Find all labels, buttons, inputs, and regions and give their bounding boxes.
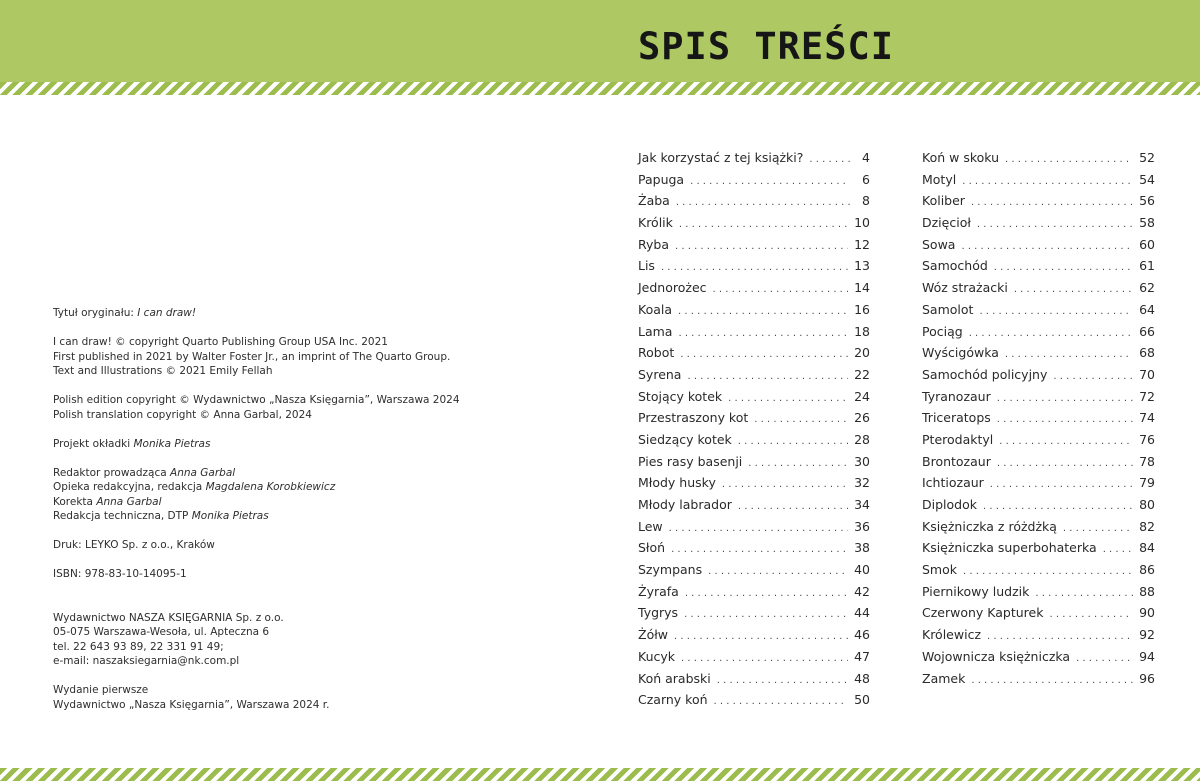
- toc-entry: [638, 562, 870, 584]
- toc-entry-page: 56: [1139, 193, 1155, 209]
- toc-entry-page: 48: [854, 670, 870, 686]
- toc-entry: [922, 237, 1155, 259]
- toc-entry-title: Zamek: [922, 670, 966, 686]
- toc-dot-leader: [1005, 349, 1133, 360]
- toc-entry: [922, 605, 1155, 627]
- toc-entry-title: Czerwony Kapturek: [922, 605, 1044, 621]
- toc-dot-leader: [738, 501, 848, 512]
- toc-entry: [922, 627, 1155, 649]
- toc-entry: [638, 410, 870, 432]
- toc-entry-title: Wojownicza księżniczka: [922, 648, 1071, 664]
- toc-dot-leader: [987, 631, 1133, 642]
- toc-entry-page: 96: [1139, 670, 1155, 686]
- toc-entry: [638, 302, 870, 324]
- toc-entry-page: 18: [854, 323, 870, 339]
- toc-entry: [638, 432, 870, 454]
- toc-dot-leader: [728, 393, 848, 404]
- toc-entry: [922, 258, 1155, 280]
- toc-entry-page: 16: [854, 301, 870, 317]
- toc-entry: [922, 280, 1155, 302]
- toc-entry-title: Słoń: [638, 540, 666, 556]
- toc-entry-page: 62: [1139, 280, 1155, 296]
- toc-dot-leader: [674, 631, 848, 642]
- proofreading-line: Korekta Anna Garbal: [53, 495, 162, 508]
- toc-dot-leader: [671, 544, 848, 555]
- toc-entry-title: Królik: [638, 215, 673, 231]
- toc-entry-page: 78: [1139, 453, 1155, 469]
- toc-dot-leader: [679, 219, 848, 230]
- copyright-line: Text and Illustrations © 2021 Emily Fellah: [53, 365, 273, 377]
- toc-dot-leader: [962, 176, 1133, 187]
- toc-entry-title: Samolot: [922, 301, 974, 317]
- toc-entry: [922, 172, 1155, 194]
- toc-dot-leader: [690, 176, 850, 187]
- toc-entry: [922, 150, 1155, 172]
- toc-dot-leader: [963, 566, 1133, 577]
- toc-entry-title: Ichtiozaur: [922, 475, 984, 491]
- toc-entry-title: Koliber: [922, 193, 965, 209]
- toc-entry-title: Żyrafa: [638, 583, 679, 599]
- editor-line: Redaktor prowadząca Anna Garbal: [53, 466, 236, 479]
- toc-column-left: [638, 150, 870, 714]
- toc-entry-page: 70: [1139, 366, 1155, 382]
- toc-dot-leader: [977, 219, 1133, 230]
- toc-entry-page: 10: [854, 215, 870, 231]
- toc-entry-page: 47: [854, 648, 870, 664]
- copyright-line: First published in 2021 by Walter Foster Jr., an imprint of The Quarto Group.: [53, 350, 451, 363]
- toc-dot-leader: [1005, 154, 1133, 165]
- polish-edition-line: Polish edition copyright © Wydawnictwo „Nasza Księgarnia”, Warszawa 2024: [53, 394, 460, 406]
- toc-entry-page: 74: [1139, 410, 1155, 426]
- toc-entry-title: Papuga: [638, 171, 685, 187]
- toc-entry-title: Samochód policyjny: [922, 366, 1048, 382]
- toc-entry: [638, 649, 870, 671]
- toc-dot-leader: [1076, 653, 1133, 664]
- toc-entry-title: Przestraszony kot: [638, 410, 749, 426]
- toc-entry: [638, 454, 870, 476]
- toc-entry: [638, 150, 870, 172]
- toc-entry-title: Pies rasy basenji: [638, 453, 743, 469]
- edition-line: Wydanie pierwsze: [53, 684, 149, 696]
- toc-entry: [922, 432, 1155, 454]
- toc-entry-title: Dzięcioł: [922, 215, 971, 231]
- toc-dot-leader: [717, 675, 848, 686]
- toc-dot-leader: [971, 675, 1133, 686]
- publisher-line: tel. 22 643 93 89, 22 331 91 49;: [53, 640, 224, 653]
- toc-entry-page: 34: [854, 497, 870, 512]
- toc-entry-page: 50: [854, 692, 870, 708]
- toc-dot-leader: [1053, 371, 1133, 382]
- toc-entry: [638, 258, 870, 280]
- toc-entry-page: 94: [1139, 648, 1155, 664]
- toc-dot-leader: [687, 371, 848, 382]
- header-stripe-border: [0, 82, 1200, 95]
- toc-entry: [638, 367, 870, 389]
- toc-entry: [638, 193, 870, 215]
- toc-entry-page: 8: [862, 193, 870, 209]
- toc-dot-leader: [669, 523, 848, 534]
- toc-entry-page: 92: [1139, 627, 1155, 643]
- toc-dot-leader: [983, 501, 1133, 512]
- copyright-line: I can draw! © copyright Quarto Publishing Group USA Inc. 2021: [53, 336, 388, 348]
- toc-entry: [922, 454, 1155, 476]
- toc-dot-leader: [722, 479, 848, 490]
- toc-entry: [638, 497, 870, 519]
- toc-entry: [922, 410, 1155, 432]
- toc-entry: [638, 692, 870, 714]
- toc-entry: [922, 671, 1155, 693]
- toc-entry-page: 4: [862, 150, 870, 165]
- toc-dot-leader: [738, 436, 848, 447]
- toc-dot-leader: [969, 328, 1133, 339]
- page-title: SPIS TREŚCI: [638, 25, 895, 68]
- toc-column-right: [922, 150, 1155, 692]
- toc-entry-title: Lew: [638, 518, 663, 534]
- toc-dot-leader: [961, 241, 1133, 252]
- technical-editing-line: Redakcja techniczna, DTP Monika Pietras: [53, 510, 269, 522]
- toc-dot-leader: [713, 284, 849, 295]
- toc-entry-page: 82: [1139, 518, 1155, 534]
- toc-dot-leader: [1049, 609, 1133, 620]
- toc-entry-page: 28: [854, 431, 870, 447]
- toc-entry-title: Syrena: [638, 366, 682, 382]
- toc-entry-page: 22: [854, 366, 870, 382]
- toc-entry-page: 58: [1139, 215, 1155, 231]
- toc-entry-page: 30: [854, 453, 870, 469]
- toc-dot-leader: [1063, 523, 1133, 534]
- toc-dot-leader: [676, 197, 850, 208]
- toc-entry-title: Żaba: [638, 193, 670, 209]
- toc-dot-leader: [684, 609, 848, 620]
- polish-translation-line: Polish translation copyright © Anna Garbal, 2024: [53, 408, 312, 421]
- toc-entry-title: Stojący kotek: [638, 388, 723, 404]
- toc-dot-leader: [979, 306, 1133, 317]
- toc-entry-page: 32: [854, 475, 870, 491]
- toc-entry: [638, 389, 870, 411]
- toc-entry-page: 42: [854, 583, 870, 599]
- cover-design-line: Projekt okładki Monika Pietras: [53, 437, 211, 450]
- toc-entry-page: 61: [1139, 258, 1155, 274]
- toc-entry-title: Wyścigówka: [922, 345, 999, 361]
- toc-entry-page: 44: [854, 605, 870, 621]
- toc-entry-title: Smok: [922, 562, 957, 578]
- toc-dot-leader: [678, 306, 848, 317]
- toc-entry: [922, 584, 1155, 606]
- toc-dot-leader: [994, 262, 1133, 273]
- toc-entry: [922, 389, 1155, 411]
- toc-entry: [922, 324, 1155, 346]
- toc-entry-page: 13: [854, 258, 870, 274]
- toc-entry-title: Jednorożec: [638, 280, 707, 296]
- toc-entry-title: Młody husky: [638, 475, 716, 491]
- isbn-line: ISBN: 978-83-10-14095-1: [53, 568, 187, 580]
- toc-entry-title: Pociąg: [922, 323, 963, 339]
- toc-dot-leader: [708, 566, 848, 577]
- toc-entry-page: 66: [1139, 323, 1155, 339]
- toc-entry-page: 76: [1139, 431, 1155, 447]
- toc-entry: [922, 649, 1155, 671]
- original-title-line: Tytuł oryginału: I can draw!: [53, 307, 197, 319]
- toc-dot-leader: [999, 436, 1133, 447]
- toc-entry: [638, 475, 870, 497]
- toc-entry-page: 46: [854, 627, 870, 643]
- toc-entry-page: 12: [854, 236, 870, 252]
- toc-dot-leader: [748, 458, 848, 469]
- toc-entry-page: 86: [1139, 562, 1155, 578]
- toc-entry-title: Tyranozaur: [922, 388, 991, 404]
- publisher-line: 05-075 Warszawa-Wesoła, ul. Apteczna 6: [53, 626, 270, 638]
- toc-dot-leader: [990, 479, 1133, 490]
- toc-entry-title: Piernikowy ludzik: [922, 583, 1030, 599]
- toc-entry: [922, 540, 1155, 562]
- toc-entry-title: Koń arabski: [638, 670, 711, 686]
- toc-dot-leader: [997, 393, 1133, 404]
- toc-entry-title: Czarny koń: [638, 692, 708, 708]
- toc-entry: [638, 215, 870, 237]
- toc-dot-leader: [678, 328, 848, 339]
- toc-entry-title: Brontozaur: [922, 453, 991, 469]
- toc-entry-title: Pterodaktyl: [922, 431, 994, 447]
- toc-entry: [922, 367, 1155, 389]
- toc-entry-page: 60: [1139, 236, 1155, 252]
- toc-entry-title: Żółw: [638, 627, 668, 643]
- toc-entry: [638, 324, 870, 346]
- toc-entry-page: 72: [1139, 388, 1155, 404]
- toc-dot-leader: [971, 197, 1133, 208]
- toc-entry-title: Księżniczka z różdżką: [922, 518, 1057, 534]
- toc-entry: [922, 215, 1155, 237]
- toc-dot-leader: [681, 653, 848, 664]
- toc-entry-title: Lama: [638, 323, 673, 339]
- toc-entry-page: 20: [854, 345, 870, 361]
- toc-entry-title: Sowa: [922, 236, 956, 252]
- toc-dot-leader: [675, 241, 848, 252]
- toc-entry-page: 36: [854, 518, 870, 534]
- toc-entry-title: Ryba: [638, 236, 669, 252]
- toc-entry: [922, 519, 1155, 541]
- header-band: [0, 0, 1200, 82]
- toc-entry-page: 68: [1139, 345, 1155, 361]
- toc-entry-title: Szympans: [638, 562, 703, 578]
- toc-entry-title: Jak korzystać z tej książki?: [638, 150, 804, 165]
- toc-dot-leader: [997, 414, 1133, 425]
- toc-entry-page: 14: [854, 280, 870, 296]
- colophon: [53, 306, 513, 712]
- toc-entry-page: 88: [1139, 583, 1155, 599]
- toc-entry-page: 6: [862, 171, 870, 187]
- edition-line: Wydawnictwo „Nasza Księgarnia”, Warszawa 2024 r.: [53, 698, 330, 711]
- toc-entry-title: Siedzący kotek: [638, 431, 732, 447]
- toc-entry: [638, 345, 870, 367]
- publisher-line: Wydawnictwo NASZA KSIĘGARNIA Sp. z o.o.: [53, 611, 284, 624]
- toc-entry-title: Samochód: [922, 258, 988, 274]
- toc-entry-title: Motyl: [922, 171, 957, 187]
- toc-entry-page: 40: [854, 562, 870, 578]
- toc-dot-leader: [685, 588, 848, 599]
- toc-entry: [638, 671, 870, 693]
- footer-stripe-border: [0, 768, 1200, 781]
- toc-entry-page: 52: [1139, 150, 1155, 165]
- print-line: Druk: LEYKO Sp. z o.o., Kraków: [53, 539, 215, 551]
- toc-entry-title: Koń w skoku: [922, 150, 1000, 165]
- toc-entry: [638, 627, 870, 649]
- toc-dot-leader: [714, 696, 849, 707]
- toc-entry-title: Kucyk: [638, 648, 676, 664]
- toc-dot-leader: [1035, 588, 1133, 599]
- toc-entry-page: 24: [854, 388, 870, 404]
- toc-entry-title: Triceratops: [922, 410, 991, 426]
- toc-entry: [638, 172, 870, 194]
- toc-dot-leader: [809, 154, 850, 165]
- toc-entry-title: Lis: [638, 258, 655, 274]
- toc-entry-title: Wóz strażacki: [922, 280, 1008, 296]
- toc-entry-page: 90: [1139, 605, 1155, 621]
- publisher-line: e-mail: naszaksiegarnia@nk.com.pl: [53, 655, 240, 667]
- toc-entry-page: 84: [1139, 540, 1155, 556]
- toc-entry: [638, 237, 870, 259]
- toc-entry-page: 26: [854, 410, 870, 426]
- toc-entry-page: 38: [854, 540, 870, 556]
- toc-dot-leader: [1014, 284, 1133, 295]
- toc-entry-title: Robot: [638, 345, 675, 361]
- toc-entry: [922, 345, 1155, 367]
- toc-dot-leader: [680, 349, 848, 360]
- toc-entry: [638, 540, 870, 562]
- editorial-care-line: Opieka redakcyjna, redakcja Magdalena Korobkiewicz: [53, 481, 336, 493]
- toc-dot-leader: [661, 262, 848, 273]
- toc-entry: [638, 280, 870, 302]
- toc-entry: [922, 193, 1155, 215]
- toc-dot-leader: [1103, 544, 1133, 555]
- toc-entry: [922, 562, 1155, 584]
- toc-entry-title: Tygrys: [638, 605, 679, 621]
- toc-entry-title: Młody labrador: [638, 497, 732, 512]
- toc-dot-leader: [754, 414, 848, 425]
- toc-entry-page: 79: [1139, 475, 1155, 491]
- toc-entry: [638, 584, 870, 606]
- toc-entry-page: 64: [1139, 301, 1155, 317]
- toc-entry-page: 80: [1139, 497, 1155, 512]
- toc-entry-title: Koala: [638, 301, 673, 317]
- toc-entry: [922, 475, 1155, 497]
- toc-entry-page: 54: [1139, 171, 1155, 187]
- toc-entry: [638, 519, 870, 541]
- toc-entry: [922, 497, 1155, 519]
- toc-entry-title: Diplodok: [922, 497, 977, 512]
- toc-dot-leader: [997, 458, 1133, 469]
- toc-entry: [638, 605, 870, 627]
- toc-entry-title: Księżniczka superbohaterka: [922, 540, 1097, 556]
- toc-entry: [922, 302, 1155, 324]
- toc-entry-title: Królewicz: [922, 627, 982, 643]
